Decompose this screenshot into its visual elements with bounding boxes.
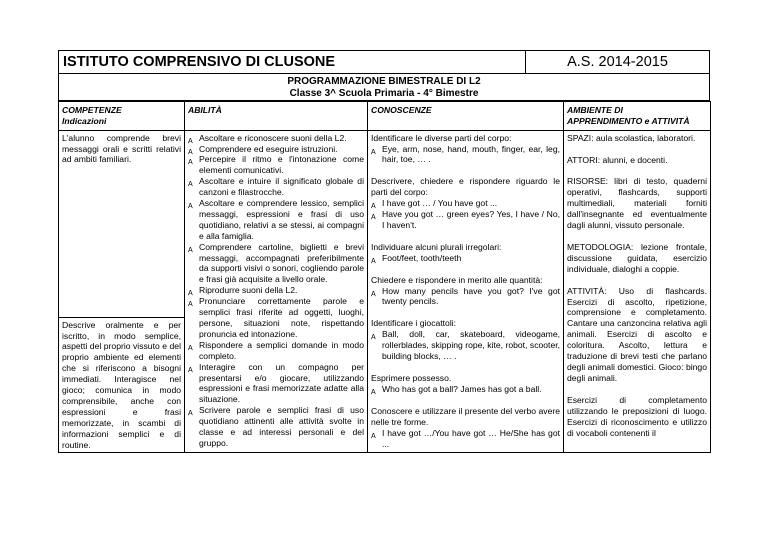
col-indicazioni-title: Indicazioni [62,115,107,126]
col-ambiente-header [564,102,711,131]
conoscenze-item: ∀ Who has got a ball? James has got a ball. [371,384,560,395]
ambiente-metodologia: METODOLOGIA: lezione frontale, discussione guidata, esercizio individuale, dialoghi a coppie. [567,241,707,274]
abilita-item: ∀ Percepire il ritmo e l'intonazione come elementi comunicativi. [188,154,364,176]
abilita-item: ∀ Comprendere cartoline, biglietti e brevi messaggi, accompagnati preferibilmente da supporti visivi o sonori, cogliendo parole e frasi già acquisite a livello orale. [188,242,364,286]
title-line-1: PROGRAMMAZIONE BIMESTRALE DI L2 [287,76,481,87]
conoscenze-intro: Esprimere possesso. [371,373,452,383]
conoscenze-intro: Descrivere, chiedere e rispondere riguardo le parti del corpo: [371,176,560,198]
title-box [58,74,710,101]
conoscenze-intro: Identificare i giocattoli: [371,318,457,329]
table-body-row [59,130,711,453]
abilita-cell [185,130,368,453]
col-ambiente-title-1: AMBIENTE DI [567,105,623,115]
table-header-row [59,102,711,131]
ambiente-risorse: RISORSE: libri di testo, quaderni operativi, flashcards, supporti multimediali, materiali forniti dall'insegnante ed eventualmente dagli alunni, vissuto personale. [567,176,707,231]
abilita-item: ∀ Rispondere a semplici domande in modo completo. [188,340,364,362]
abilita-item: ∀ Comprendere ed eseguire istruzioni. [188,144,364,155]
conoscenze-item: ∀ How many pencils have you got? I've got twenty pencils. [371,286,560,308]
conoscenze-item: ∀ Eye, arm, nose, hand, mouth, finger, ear, leg, hair, toe, … . [371,144,560,166]
abilita-item: ∀ Riprodurre suoni della L2. [188,285,364,296]
title-line-2: Classe 3^ Scuola Primaria - 4° Bimestre [289,87,479,99]
col-competenze-header [59,102,185,131]
header-box [58,50,710,74]
conoscenze-item: ∀ Foot/feet, tooth/teeth [371,253,560,264]
competenza-1: L'alunno comprende brevi messaggi orali e scritti relativi ad ambiti familiari. [62,132,181,165]
col-competenze-title: COMPETENZE [62,105,122,115]
conoscenze-item: ∀ I have got …/You have got … He/She has got ... [371,428,560,450]
col-conoscenze-header: CONOSCENZE [368,102,564,131]
abilita-item: ∀ Ascoltare e riconoscere suoni della L2. [188,133,364,144]
abilita-item: ∀ Ascoltare e comprendere lessico, semplici messaggi, espressioni e frasi di uso quotidiano, relativi a se stessi, ai compagni e alla famiglia. [188,198,364,242]
ambiente-spazi: SPAZI: aula scolastica, laboratori. [567,132,696,143]
conoscenze-cell [368,130,564,453]
ambiente-attori: ATTORI: alunni, e docenti. [567,154,668,165]
conoscenze-intro: Chiedere e rispondere in merito alle quantità: [371,274,543,285]
conoscenze-intro: Individuare alcuni plurali irregolari: [371,241,502,252]
school-year: A.S. 2014-2015 [567,54,668,70]
ambiente-cell [564,130,711,453]
abilita-list [188,133,364,449]
conoscenze-intro: Identificare le diverse parti del corpo: [371,132,512,143]
programming-table [58,101,711,453]
document-page [58,50,710,453]
conoscenze-intro: Conoscere e utilizzare il presente del verbo avere nelle tre forme. [371,405,560,427]
conoscenze-item: ∀ I have got … / You have got ... [371,198,560,209]
col-ambiente-title-2: APPRENDIMENTO e ATTIVITÀ [567,115,690,126]
abilita-item: ∀ Ascoltare e intuire il significato globale di canzoni e filastrocche. [188,176,364,198]
abilita-item: ∀ Pronunciare correttamente parole e semplici frasi riferite ad oggetti, luoghi, persone, situazioni note, rispettando pronuncia ed intonazione. [188,296,364,340]
abilita-item: ∀ Interagire con un compagno per presentarsi e/o giocare, utilizzando espressioni e frasi memorizzate adatte alla situazione. [188,362,364,406]
col-abilita-header: ABILITÀ [185,102,368,131]
competenza-2: Descrive oralmente e per iscritto, in modo semplice, aspetti del proprio vissuto e del proprio ambiente ed elementi che si riferiscono a bisogni immediati. Interagisce nel gioco; comunica in modo comprensibile, anche con espressioni e frasi memorizzate, in scambi di informazioni semplici e di routine. [59,317,184,453]
conoscenze-item: ∀ Ball, doll, car, skateboard, videogame, rollerblades, skipping rope, kite, robot, scooter, building blocks, … . [371,329,560,362]
abilita-item: ∀ Scrivere parole e semplici frasi di uso quotidiano attinenti alle attività svolte in classe e ad interessi personali e del gruppo. [188,405,364,449]
ambiente-attivita: ATTIVITÀ: Uso di flashcards. Esercizi di ascolto, ripetizione, comprensione e completamento. Cantare una canzoncina relativa agli animali. Esercizi di ascolto e coloritura. Ascolto, lettura e traduzione di brevi testi che parlano degli animali domestici. Gioco: bingo degli animali. [567,285,707,383]
conoscenze-item: ∀ Have you got … green eyes? Yes, I have / No, I haven't. [371,209,560,231]
ambiente-esercizi: Esercizi di completamento utilizzando le preposizioni di luogo. Esercizi di riconoscimento e utilizzo di vocaboli contenenti il [567,394,707,438]
competenze-cell [59,130,185,453]
institute-name: ISTITUTO COMPRENSIVO DI CLUSONE [59,51,526,73]
